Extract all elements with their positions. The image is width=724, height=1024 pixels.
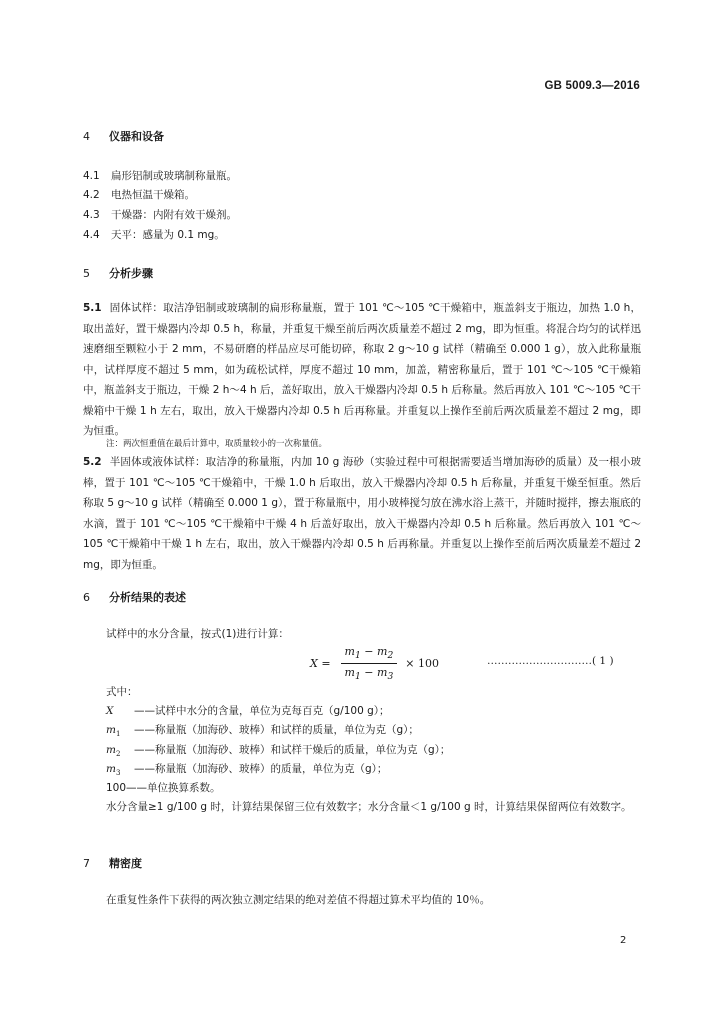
section-title: 分析结果的表述 (109, 591, 186, 604)
item-number: 4.3 (83, 209, 100, 221)
section-4-heading (83, 128, 164, 144)
list-item (83, 168, 237, 183)
fraction (341, 645, 398, 682)
symbol: $m_2$ (106, 744, 121, 759)
multiplier: × 100 (405, 657, 440, 671)
item-number: 4.4 (83, 229, 100, 241)
precision-text: 在重复性条件下获得的两次独立测定结果的绝对差值不得超过算术平均值的 10％。 (106, 894, 491, 906)
definition-row: 100——单位换算系数。 (106, 782, 221, 794)
item-text: 电热恒温干燥箱。 (111, 189, 195, 201)
section-title: 分析步骤 (109, 267, 153, 280)
list-item (83, 187, 195, 202)
item-text: 天平：感量为 0.1 mg。 (111, 229, 225, 241)
standard-code: GB 5009.3—2016 (544, 80, 640, 92)
section-number: 4 (83, 130, 90, 143)
paragraph-5-1 (83, 298, 641, 442)
result-paragraph: 水分含量≥1 g/100 g 时，计算结果保留三位有效数字；水分含量＜1 g/100 g 时，计算结果保留两位有效数字。 (106, 801, 632, 813)
section-7-heading (83, 855, 142, 871)
item-text: 扁形铝制或玻璃制称量瓶。 (111, 170, 237, 182)
definition-text: ——称量瓶（加海砂、玻棒）的质量，单位为克（g）； (134, 763, 388, 775)
formula (310, 645, 439, 682)
section-5-heading (83, 265, 153, 281)
definition-text: ——试样中水分的含量，单位为克每百克（g/100 g）； (134, 705, 390, 717)
clause-text: 半固体或液体试样：取洁净的称量瓶，内加 10 g 海砂（实验过程中可根据需要适当增加海砂的质量）及一根小玻棒，置于 101 ℃～105 ℃干燥箱中，干燥 1.0 h 后取出，放入干燥器内冷却 0.5 h 后称量，并重复干燥至恒重。然后称取 5 g～10 g 试样（精确至 0.000 1 g），置于称量瓶中，用小玻棒搅匀放在沸水浴上蒸干，并随时搅拌，擦去瓶底的水滴，置于 101 ℃～105 ℃干燥箱中干燥 4 h 后盖好取出，放入干燥器内冷却 0.5 h 后称量。然后再放入 101 ℃～105 ℃干燥箱中干燥 1 h 左右，取出，放入干燥器内冷却 0.5 h 后再称量。并重复以上操作至前后两次质量差不超过 2 mg，即为恒重。 (83, 456, 641, 571)
formula-number: …………………………( 1 ) (487, 655, 614, 667)
definition-row (106, 722, 419, 738)
section-title: 精密度 (109, 857, 142, 870)
symbol: X (106, 705, 114, 717)
item-number: 4.1 (83, 170, 100, 182)
section-number: 6 (83, 591, 90, 604)
clause-number: 5.1 (83, 302, 102, 314)
definition-row (106, 742, 450, 758)
definition-text: ——称量瓶（加海砂、玻棒）和试样干燥后的质量，单位为克（g）； (134, 744, 451, 756)
list-item (83, 207, 237, 222)
definition-text: ——称量瓶（加海砂、玻棒）和试样的质量，单位为克（g）； (134, 724, 419, 736)
where-label: 式中： (106, 686, 138, 698)
clause-text: 固体试样：取洁净铝制或玻璃制的扁形称量瓶，置于 101 ℃～105 ℃干燥箱中，瓶盖斜支于瓶边，加热 1.0 h，取出盖好，置干燥器内冷却 0.5 h，称量，并重复干燥至前后两次质量差不超过 2 mg，即为恒重。将混合均匀的试样迅速磨细至颗粒小于 2 mm，不易研磨的样品应尽可能切碎，称取 2 g～10 g 试样（精确至 0.000 1 g），放入此称量瓶中，试样厚度不超过 5 mm，如为疏松试样，厚度不超过 10 mm，加盖，精密称量后，置于 101 ℃～105 ℃干燥箱中，瓶盖斜支于瓶边，干燥 2 h～4 h 后，盖好取出，放入干燥器内冷却 0.5 h 后称量。然后再放入 101 ℃～105 ℃干燥箱中干燥 1 h 左右，取出，放入干燥器内冷却 0.5 h 后再称量。并重复以上操作至前后两次质量差不超过 2 mg，即为恒重。 (83, 302, 641, 437)
item-text: 干燥器：内附有效干燥剂。 (111, 209, 237, 221)
note: 注：两次恒重值在最后计算中，取质量较小的一次称量值。 (106, 439, 328, 449)
section-6-heading (83, 589, 186, 605)
paragraph-5-2 (83, 452, 641, 575)
section-title: 仪器和设备 (109, 130, 164, 143)
symbol: $m_3$ (106, 763, 121, 778)
definition-row (106, 761, 387, 777)
page-number: 2 (620, 935, 627, 946)
symbol: $m_1$ (106, 724, 121, 739)
list-item (83, 227, 225, 242)
item-number: 4.2 (83, 189, 100, 201)
definition-row (106, 703, 390, 719)
clause-number: 5.2 (83, 456, 102, 468)
formula-intro: 试样中的水分含量，按式(1)进行计算： (106, 628, 289, 640)
numerator: $m_1 - m_2$ (344, 645, 394, 662)
formula-lhs: X = (310, 657, 331, 671)
denominator: $m_1 - m_3$ (341, 663, 398, 682)
section-number: 5 (83, 267, 90, 280)
section-number: 7 (83, 857, 90, 870)
